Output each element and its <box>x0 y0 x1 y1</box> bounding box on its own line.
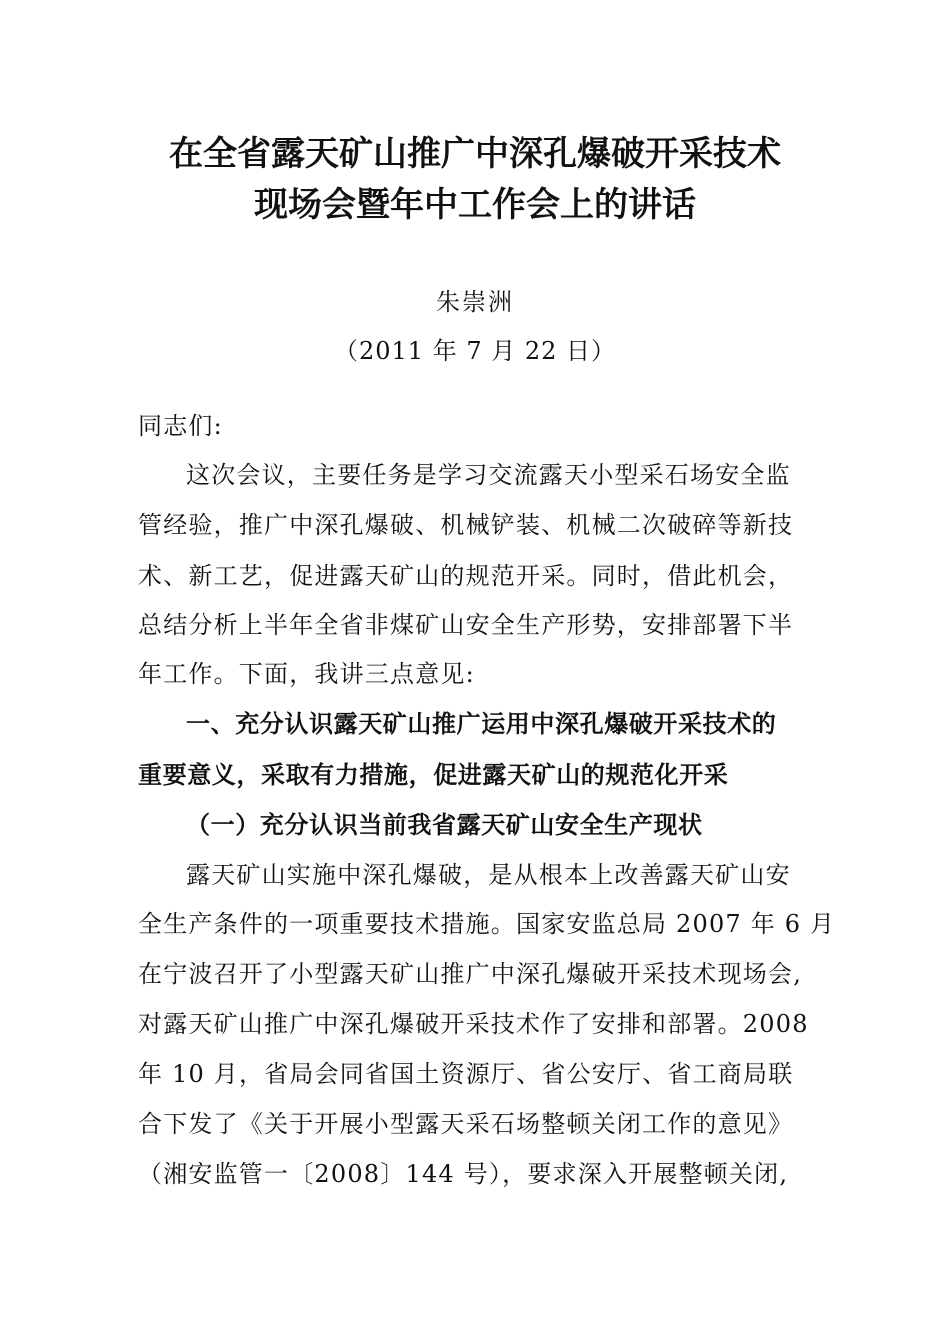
body-line: 管经验，推广中深孔爆破、机械铲装、机械二次破碎等新技 <box>138 511 794 539</box>
body-line: 全生产条件的一项重要技术措施。国家安监总局 2007 年 6 月 <box>138 910 836 938</box>
body-line: （湘安监管一〔2008〕144 号），要求深入开展整顿关闭, <box>138 1160 789 1188</box>
body-line: 总结分析上半年全省非煤矿山安全生产形势，安排部署下半 <box>138 611 794 639</box>
body-line: 年 10 月，省局会同省国土资源厅、省公安厅、省工商局联 <box>138 1060 794 1088</box>
salutation: 同志们: <box>138 412 223 440</box>
author-name: 朱崇洲 <box>436 288 514 316</box>
body-line: 露天矿山实施中深孔爆破，是从根本上改善露天矿山安 <box>186 861 791 889</box>
speech-date: （2011 年 7 月 22 日） <box>333 337 617 365</box>
body-line: 在宁波召开了小型露天矿山推广中深孔爆破开采技术现场会, <box>138 960 803 988</box>
body-line: 年工作。下面，我讲三点意见: <box>138 660 475 688</box>
document-title-line-1: 在全省露天矿山推广中深孔爆破开采技术 <box>169 134 781 174</box>
body-line: 合下发了《关于开展小型露天采石场整顿关闭工作的意见》 <box>138 1110 794 1138</box>
section-heading-1-line-2: 重要意义，采取有力措施，促进露天矿山的规范化开采 <box>138 761 729 789</box>
body-line: 术、新工艺，促进露天矿山的规范开采。同时，借此机会， <box>138 562 794 590</box>
body-line: 这次会议，主要任务是学习交流露天小型采石场安全监 <box>186 461 791 489</box>
section-heading-1-line-1: 一、充分认识露天矿山推广运用中深孔爆破开采技术的 <box>186 710 777 738</box>
document-title-line-2: 现场会暨年中工作会上的讲话 <box>254 185 696 225</box>
body-line: 对露天矿山推广中深孔爆破开采技术作了安排和部署。2008 <box>138 1010 809 1038</box>
subsection-heading-1: （一）充分认识当前我省露天矿山安全生产现状 <box>186 811 703 839</box>
